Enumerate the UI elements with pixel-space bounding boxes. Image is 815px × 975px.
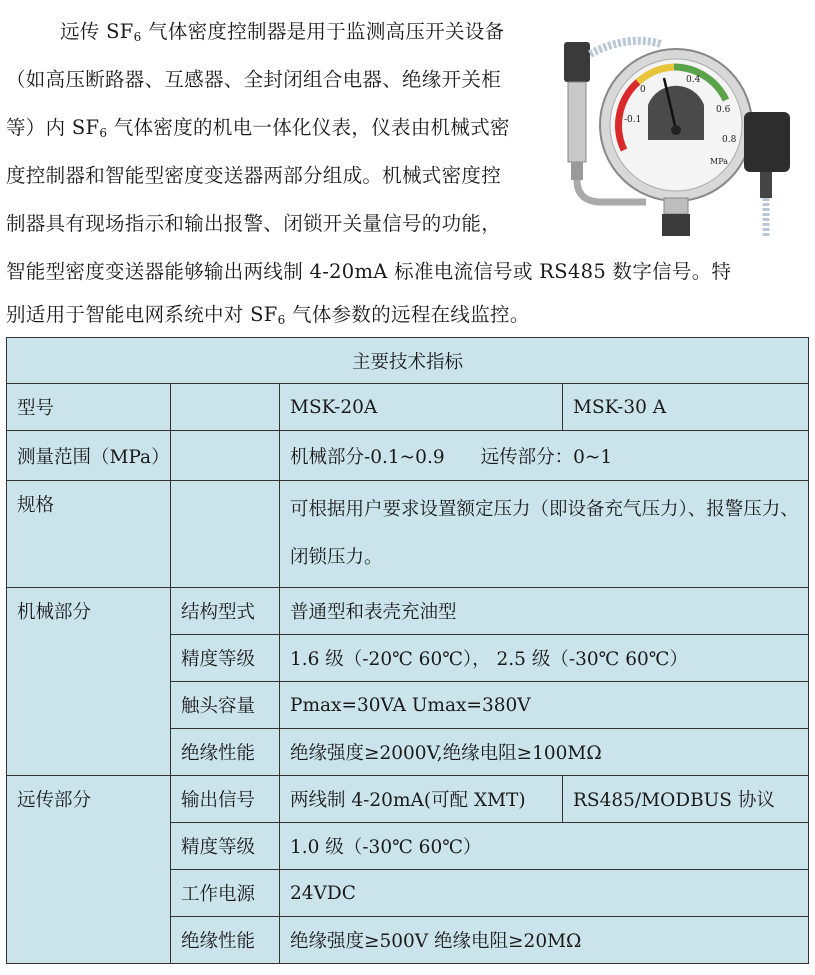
param-value: Pmax=30VA Umax=380V [280, 682, 809, 729]
table-row [7, 384, 809, 431]
output-a: 两线制 4-20mA(可配 XMT) [280, 776, 563, 823]
sensor-body [568, 82, 586, 162]
param-name: 绝缘性能 [171, 917, 280, 964]
param-value: 绝缘强度≥500V 绝缘电阻≥20MΩ [280, 917, 809, 964]
intro-section [0, 0, 815, 338]
table-row [7, 776, 809, 823]
table-row [7, 588, 809, 635]
dial-label: -0.1 [624, 115, 642, 125]
param-value: 绝缘强度≥2000V,绝缘电阻≥100MΩ [280, 729, 809, 776]
intro-line-5: 制器具有现场指示和输出报警、闭锁开关量信号的功能， [6, 212, 502, 235]
range-mech: 机械部分-0.1~0.9 [290, 446, 445, 468]
table-row [7, 431, 809, 481]
table-row [7, 481, 809, 588]
empty-cell [171, 384, 280, 431]
row-label-spec: 规格 [7, 481, 171, 588]
empty-cell [171, 431, 280, 481]
dial-label: 0.6 [716, 105, 731, 115]
dial-label: MPa [710, 157, 728, 166]
intro-line-2: （如高压断路器、互感器、全封闭组合电器、绝缘开关柜 [6, 68, 502, 91]
param-name: 绝缘性能 [171, 729, 280, 776]
model-a: MSK-20A [280, 384, 563, 431]
param-value: 普通型和表壳充油型 [280, 588, 809, 635]
dial-label: 0 [640, 85, 646, 95]
param-name: 精度等级 [171, 823, 280, 870]
output-b: RS485/MODBUS 协议 [563, 776, 809, 823]
gauge-photo [546, 30, 808, 242]
param-name: 精度等级 [171, 635, 280, 682]
range-values [280, 431, 809, 481]
junction-box [744, 112, 790, 172]
group-label-remote: 远传部分 [7, 776, 171, 964]
row-label-model: 型号 [7, 384, 171, 431]
intro-line-4: 度控制器和智能型密度变送器两部分组成。机械式密度控 [6, 164, 502, 187]
intro-line-3: 等）内 $SF_6$ 气体密度的机电一体化仪表，仪表由机械式密 [6, 116, 510, 140]
row-label-range: 测量范围（MPa） [7, 431, 171, 481]
intro-line-7: 别适用于智能电网系统中对 $SF_6$ 气体参数的远程在线监控。 [6, 303, 530, 327]
param-value: 1.6 级（-20℃ 60℃）， 2.5 级（-30℃ 60℃） [280, 635, 809, 682]
param-value: 24VDC [280, 870, 809, 917]
param-name: 工作电源 [171, 870, 280, 917]
intro-line-1: 远传 $SF_6$ 气体密度控制器是用于监测高压开关设备 [60, 20, 505, 44]
dial-label: 0.8 [722, 135, 737, 145]
sensor-head [564, 42, 590, 82]
param-value: 1.0 级（-30℃ 60℃） [280, 823, 809, 870]
fitting [662, 214, 690, 236]
range-remote: 远传部分：0~1 [480, 446, 613, 468]
group-label-mechanical: 机械部分 [7, 588, 171, 776]
spec-text: 可根据用户要求设置额定压力（即设备充气压力）、报警压力、闭锁压力。 [280, 481, 809, 588]
spec-table [6, 337, 809, 964]
dial-label: 0.4 [686, 75, 701, 85]
param-name: 输出信号 [171, 776, 280, 823]
intro-line-6: 智能型密度变送器能够输出两线制 4-20mA 标准电流信号或 RS485 数字信号。特 [6, 260, 732, 283]
table-caption: 主要技术指标 [7, 338, 809, 384]
empty-cell [171, 481, 280, 588]
model-b: MSK-30 A [563, 384, 809, 431]
param-name: 触头容量 [171, 682, 280, 729]
param-name: 结构型式 [171, 588, 280, 635]
